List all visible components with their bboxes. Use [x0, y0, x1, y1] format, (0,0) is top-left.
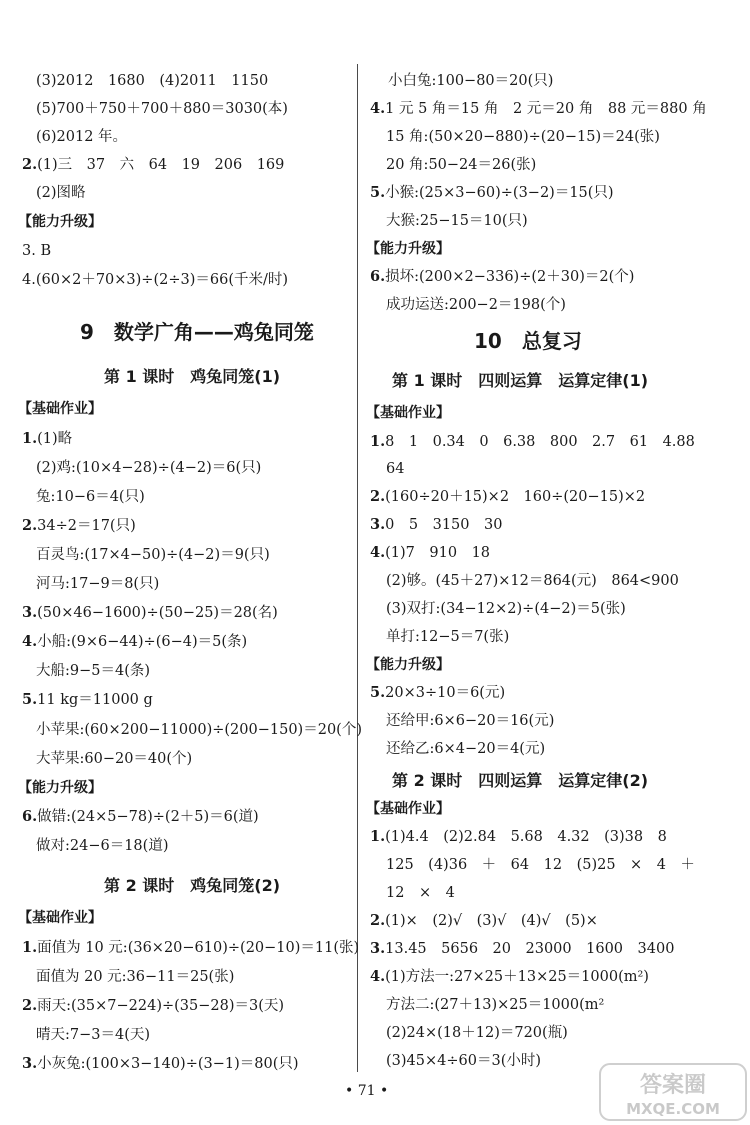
answer-text: (1)方法一:27×25＋13×25＝1000(m²)	[385, 969, 649, 985]
answer-line: 小苹果:(60×200−11000)÷(200−150)＝20(个)	[36, 722, 362, 738]
answer-text: (1)4.4 (2)2.84 5.68 4.32 (3)38 8	[385, 829, 667, 845]
question-number: 5.	[22, 691, 38, 708]
answer-line	[370, 684, 505, 702]
answer-line: 还给乙:6×4−20＝4(元)	[386, 741, 546, 757]
answer-line: 大船:9−5＝4(条)	[36, 663, 151, 679]
answer-line: 大苹果:60−20＝40(个)	[36, 751, 193, 767]
answer-line	[22, 430, 72, 448]
answer-text: (1)略	[37, 431, 73, 447]
question-number: 2.	[370, 912, 386, 929]
answer-line: 小白兔:100−80＝20(只)	[388, 73, 554, 89]
answer-line: (3)双打:(34−12×2)÷(4−2)＝5(张)	[386, 601, 626, 617]
question-number: 2.	[22, 997, 38, 1014]
lesson-title: 第 1 课时 四则运算 运算定律(1)	[392, 371, 649, 390]
answer-line	[22, 156, 284, 174]
section-label: 【能力升级】	[366, 657, 450, 673]
section-label: 【基础作业】	[366, 801, 450, 817]
answer-line	[370, 433, 695, 451]
answer-line: (6)2012 年。	[36, 129, 128, 145]
question-number: 6.	[22, 808, 38, 825]
answer-line: 方法二:(27＋13)×25＝1000(m²	[386, 997, 605, 1013]
lesson-title: 第 2 课时 鸡兔同笼(2)	[104, 876, 281, 895]
answer-line	[22, 939, 359, 957]
answer-text: 0 5 3150 30	[385, 517, 503, 533]
answer-line	[370, 828, 667, 846]
answer-line: 20 角:50−24＝26(张)	[386, 157, 537, 173]
answer-text: 11 kg＝11000 g	[37, 692, 153, 708]
answer-text: 损坏:(200×2−336)÷(2＋30)＝2(个)	[385, 269, 635, 285]
question-number: 4.	[22, 633, 38, 650]
answer-line: 还给甲:6×6−20＝16(元)	[386, 713, 555, 729]
answer-line	[22, 517, 136, 535]
answer-line: 面值为 20 元:36−11＝25(张)	[36, 969, 235, 985]
answer-text: (1)7 910 18	[385, 545, 491, 561]
answer-line	[370, 940, 674, 958]
section-label: 【能力升级】	[18, 214, 102, 230]
answer-text: 面值为 10 元:(36×20−610)÷(20−10)＝11(张)	[37, 940, 360, 956]
answer-text: 1 元 5 角＝15 角 2 元＝20 角 88 元＝880 角	[385, 101, 707, 117]
answer-line: 做对:24−6＝18(道)	[36, 838, 169, 854]
answer-text: 雨天:(35×7−224)÷(35−28)＝3(天)	[37, 998, 285, 1014]
section-label: 【基础作业】	[18, 401, 102, 417]
answer-line: 兔:10−6＝4(只)	[36, 489, 145, 505]
lesson-title: 第 1 课时 鸡兔同笼(1)	[104, 367, 281, 386]
answer-line	[22, 633, 247, 651]
answer-text: 34÷2＝17(只)	[37, 518, 136, 534]
question-number: 1.	[22, 939, 38, 956]
section-label: 【基础作业】	[18, 910, 102, 926]
chapter-title: 9 数学广角——鸡兔同笼	[80, 320, 314, 344]
answer-line	[370, 516, 502, 534]
answer-text: (1)× (2)√ (3)√ (4)√ (5)×	[385, 913, 598, 929]
question-number: 4.	[370, 968, 386, 985]
answer-text: 8 1 0.34 0 6.38 800 2.7 61 4.88	[385, 434, 695, 450]
answer-line: 125 (4)36 ＋ 64 12 (5)25 × 4 ＋	[386, 857, 695, 873]
section-label: 【能力升级】	[18, 780, 102, 796]
lesson-title: 第 2 课时 四则运算 运算定律(2)	[392, 771, 649, 790]
section-label: 【能力升级】	[366, 241, 450, 257]
answer-text: 20×3÷10＝6(元)	[385, 685, 506, 701]
answer-text: 小猴:(25×3−60)÷(3−2)＝15(只)	[385, 185, 614, 201]
answer-line	[370, 968, 649, 986]
answer-line: (3)2012 1680 (4)2011 1150	[36, 73, 269, 89]
answer-line: 3. B	[22, 243, 52, 259]
question-number: 2.	[370, 488, 386, 505]
question-number: 5.	[370, 684, 386, 701]
answer-text: 做错:(24×5−78)÷(2＋5)＝6(道)	[37, 809, 259, 825]
question-number: 1.	[22, 430, 38, 447]
answer-line	[370, 100, 707, 118]
answer-line: (3)45×4÷60＝3(小时)	[386, 1053, 542, 1069]
answer-line	[22, 604, 278, 622]
answer-line: 大猴:25−15＝10(只)	[386, 213, 528, 229]
answer-text: 13.45 5656 20 23000 1600 3400	[385, 941, 675, 957]
watermark-logo	[598, 1062, 748, 1122]
question-number: 2.	[22, 517, 38, 534]
answer-line: (5)700＋750＋700＋880＝3030(本)	[36, 101, 288, 117]
question-number: 1.	[370, 433, 386, 450]
question-number: 6.	[370, 268, 386, 285]
question-number: 3.	[370, 940, 386, 957]
answer-line	[370, 912, 598, 930]
answer-line: 晴天:7−3＝4(天)	[36, 1027, 151, 1043]
answer-text: (1)三 37 六 64 19 206 169	[37, 157, 285, 173]
answer-line	[22, 1055, 299, 1073]
answer-line	[22, 691, 153, 709]
question-number: 3.	[22, 604, 38, 621]
answer-line: 单打:12−5＝7(张)	[386, 629, 510, 645]
answer-line: 12 × 4	[386, 885, 455, 901]
question-number: 4.	[370, 100, 386, 117]
watermark-text: 答案圈	[639, 1073, 707, 1098]
answer-line: 百灵鸟:(17×4−50)÷(4−2)＝9(只)	[36, 547, 270, 563]
answer-line	[22, 997, 284, 1015]
answer-line	[370, 268, 634, 286]
answer-text: 小灰兔:(100×3−140)÷(3−1)＝80(只)	[37, 1056, 299, 1072]
answer-text: (160÷20＋15)×2 160÷(20−15)×2	[385, 489, 646, 505]
answer-line: 成功运送:200−2＝198(个)	[386, 297, 566, 313]
watermark-url: MXQE.COM	[626, 1100, 720, 1118]
answer-line	[370, 544, 490, 562]
question-number: 2.	[22, 156, 38, 173]
answer-line: (2)24×(18＋12)＝720(瓶)	[386, 1025, 568, 1041]
question-number: 5.	[370, 184, 386, 201]
answer-line	[370, 184, 614, 202]
answer-line: 15 角:(50×20−880)÷(20−15)＝24(张)	[386, 129, 660, 145]
answer-line: (2)鸡:(10×4−28)÷(4−2)＝6(只)	[36, 460, 262, 476]
question-number: 3.	[22, 1055, 38, 1072]
column-divider	[357, 64, 358, 1072]
section-label: 【基础作业】	[366, 405, 450, 421]
question-number: 4.	[370, 544, 386, 561]
answer-line	[370, 488, 645, 506]
answer-line: 4.(60×2＋70×3)÷(2÷3)＝66(千米/时)	[22, 272, 289, 288]
page-number: • 71 •	[345, 1083, 389, 1099]
question-number: 1.	[370, 828, 386, 845]
question-number: 3.	[370, 516, 386, 533]
answer-text: (50×46−1600)÷(50−25)＝28(名)	[37, 605, 278, 621]
chapter-title: 10 总复习	[474, 329, 582, 353]
answer-text: 小船:(9×6−44)÷(6−4)＝5(条)	[37, 634, 248, 650]
answer-line: 河马:17−9＝8(只)	[36, 576, 160, 592]
answer-line: (2)够。(45＋27)×12＝864(元) 864<900	[386, 573, 679, 589]
answer-line: (2)图略	[36, 185, 86, 201]
answer-line	[22, 808, 259, 826]
answer-line: 64	[386, 461, 405, 477]
